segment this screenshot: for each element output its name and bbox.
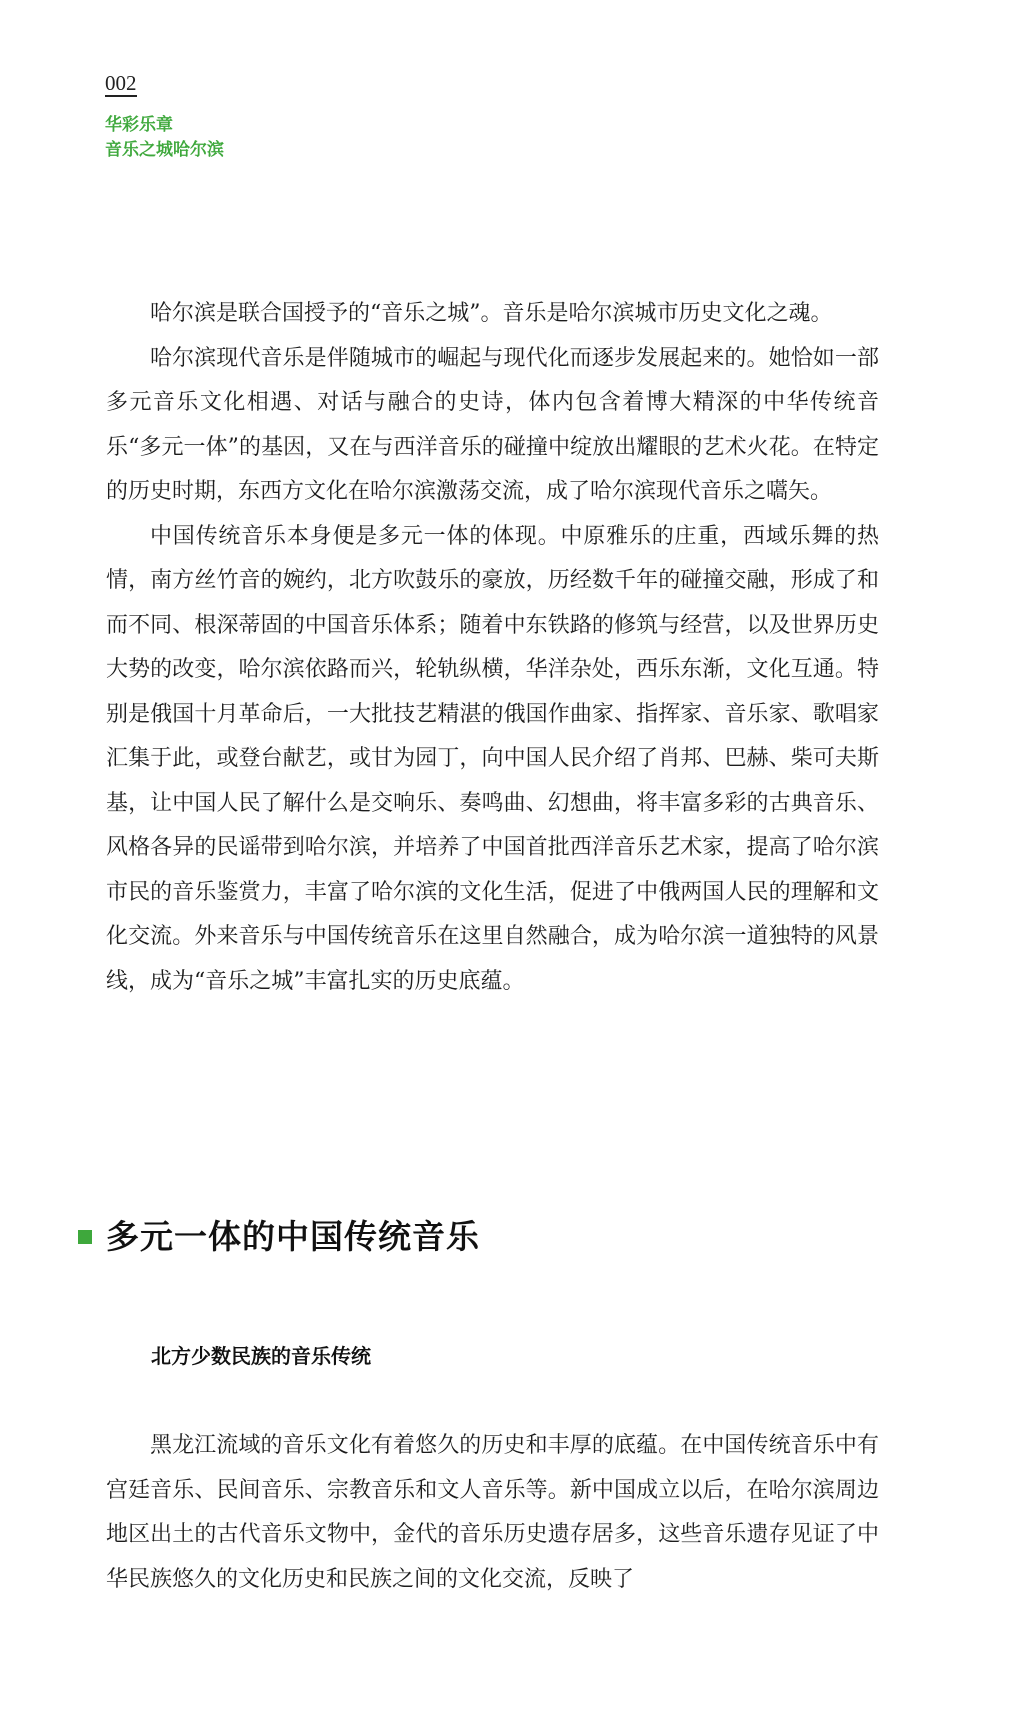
square-bullet-icon (78, 1230, 92, 1244)
section-heading (78, 1217, 480, 1257)
subsection-title: 北方少数民族的音乐传统 (151, 1344, 371, 1368)
section-paragraph-1: 黑龙江流域的音乐文化有着悠久的历史和丰厚的底蕴。在中国传统音乐中有宫廷音乐、民间音乐、宗教音乐和文人音乐等。新中国成立以后，在哈尔滨周边地区出土的古代音乐文物中，金代的音乐历史遗存居多，这些音乐遗存见证了中华民族悠久的文化历史和民族之间的文化交流，反映了 (106, 1433, 879, 1592)
running-head-series: 华彩乐章 (105, 115, 173, 135)
intro-paragraph-2: 哈尔滨现代音乐是伴随城市的崛起与现代化而逐步发展起来的。她恰如一部多元音乐文化相遇、对话与融合的史诗，体内包含着博大精深的中华传统音乐“多元一体”的基因，又在与西洋音乐的碰撞中绽放出耀眼的艺术火花。在特定的历史时期，东西方文化在哈尔滨激荡交流，成了哈尔滨现代音乐之嚆矢。 (106, 345, 879, 504)
running-head (105, 113, 224, 163)
section-text (106, 1424, 879, 1602)
intro-text (106, 292, 879, 1004)
section-title: 多元一体的中国传统音乐 (106, 1217, 480, 1256)
intro-paragraph-1: 哈尔滨是联合国授予的“音乐之城”。音乐是哈尔滨城市历史文化之魂。 (150, 301, 833, 326)
page-number: 002 (105, 71, 137, 95)
running-head-title: 音乐之城哈尔滨 (105, 140, 224, 160)
intro-paragraph-3: 中国传统音乐本身便是多元一体的体现。中原雅乐的庄重，西域乐舞的热情，南方丝竹音的婉约，北方吹鼓乐的豪放，历经数千年的碰撞交融，形成了和而不同、根深蒂固的中国音乐体系；随着中东铁路的修筑与经营，以及世界历史大势的改变，哈尔滨依路而兴，轮轨纵横，华洋杂处，西乐东渐，文化互通。特别是俄国十月革命后，一大批技艺精湛的俄国作曲家、指挥家、音乐家、歌唱家汇集于此，或登台献艺，或甘为园丁，向中国人民介绍了肖邦、巴赫、柴可夫斯基，让中国人民了解什么是交响乐、奏鸣曲、幻想曲，将丰富多彩的古典音乐、风格各异的民谣带到哈尔滨，并培养了中国首批西洋音乐艺术家，提高了哈尔滨市民的音乐鉴赏力，丰富了哈尔滨的文化生活，促进了中俄两国人民的理解和文化交流。外来音乐与中国传统音乐在这里自然融合，成为哈尔滨一道独特的风景线，成为“音乐之城”丰富扎实的历史底蕴。 (106, 523, 879, 994)
